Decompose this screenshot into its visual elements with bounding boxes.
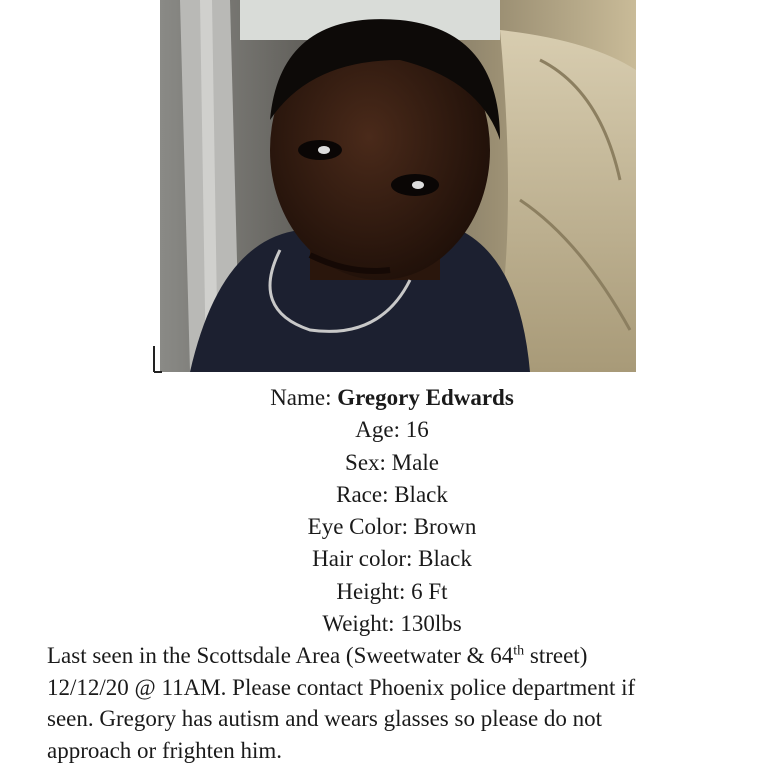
name-label: Name: <box>270 385 332 410</box>
person-photo-illustration <box>160 0 636 372</box>
notice-line-4: approach or frighten him. <box>47 737 283 763</box>
notice-line-1-post: street) <box>524 643 588 668</box>
name-row <box>0 382 784 414</box>
height-row: Height: 6 Ft <box>336 578 448 604</box>
name-value: Gregory Edwards <box>337 385 514 410</box>
person-photo <box>160 0 636 372</box>
last-seen-notice <box>47 640 747 766</box>
race-row: Race: Black <box>336 481 448 507</box>
sex-row: Sex: Male <box>345 449 439 475</box>
notice-line-3: seen. Gregory has autism and wears glasses so please do not <box>47 706 603 731</box>
hair-color-row: Hair color: Black <box>312 546 472 572</box>
notice-line-2: 12/12/20 @ 11AM. Please contact Phoenix police department if <box>47 674 636 700</box>
weight-row: Weight: 130lbs <box>322 611 462 637</box>
cursor-mark-icon <box>150 346 162 374</box>
notice-line-1 <box>47 640 747 672</box>
age-row: Age: 16 <box>355 417 429 443</box>
notice-line-1-pre: Last seen in the Scottsdale Area (Sweetwater & 64 <box>47 643 514 668</box>
notice-line-1-sup: th <box>513 643 525 659</box>
person-details <box>0 382 784 640</box>
eye-color-row: Eye Color: Brown <box>307 514 477 540</box>
